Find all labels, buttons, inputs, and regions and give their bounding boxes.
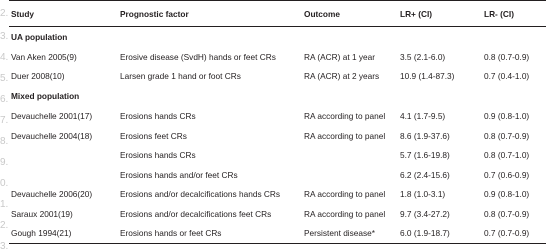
cell-outcome bbox=[302, 146, 398, 166]
cell-lr-positive: 9.7 (3.4-27.2) bbox=[400, 208, 450, 219]
cell-lr-negative: 0.7 (0.4-1.0) bbox=[484, 71, 530, 82]
cell-factor: Erosions hands CRs bbox=[120, 150, 196, 161]
cell-lr-negative: 0.7 (0.6-0.9) bbox=[484, 169, 530, 180]
header-outcome: Outcome bbox=[302, 1, 398, 27]
line-number: 5. bbox=[0, 73, 9, 84]
cell-lr-negative: 0.8 (0.7-1.0) bbox=[484, 150, 530, 161]
cell-study: Devauchelle 2004(18) bbox=[11, 130, 93, 141]
table-row bbox=[9, 165, 546, 185]
cell-lr-positive: 3.5 (2.1-6.0) bbox=[400, 51, 446, 62]
table-body bbox=[9, 27, 546, 244]
cell-study: Devauchelle 2006(20) bbox=[11, 189, 93, 200]
cell-factor: Erosions hands CRs bbox=[120, 111, 196, 122]
cell-lr-positive: 8.6 (1.9-37.6) bbox=[400, 130, 450, 141]
header-lr-positive: LR+ (CI) bbox=[398, 1, 482, 27]
cell-outcome: Persistent disease* bbox=[304, 228, 376, 238]
cell-study: Devauchelle 2001(17) bbox=[11, 111, 93, 122]
line-number: 2. bbox=[0, 8, 9, 19]
cell-study: Gough 1994(21) bbox=[11, 228, 72, 238]
table-row bbox=[9, 126, 546, 146]
cell-lr-positive: 4.1 (1.7-9.5) bbox=[400, 111, 446, 122]
cell-lr-positive: 6.0 (1.9-18.7) bbox=[400, 228, 450, 238]
cell-lr-positive: 1.8 (1.0-3.1) bbox=[400, 189, 446, 200]
table-row bbox=[9, 224, 546, 244]
cell-factor: Erosive disease (SvdH) hands or feet CRs bbox=[120, 51, 276, 62]
cell-lr-negative: 0.7 (0.7-0.9) bbox=[484, 228, 530, 238]
section-row bbox=[9, 86, 546, 107]
cell-factor: Erosions feet CRs bbox=[120, 130, 187, 141]
section-label: UA population bbox=[11, 32, 68, 42]
cell-lr-positive: 10.9 (1.4-87.3) bbox=[400, 71, 455, 82]
section-label: Mixed population bbox=[11, 91, 80, 102]
cell-study: Duer 2008(10) bbox=[11, 71, 65, 82]
table-row bbox=[9, 185, 546, 205]
cell-study bbox=[9, 146, 118, 166]
cell-study bbox=[9, 165, 118, 185]
cell-factor: Larsen grade 1 hand or foot CRs bbox=[120, 71, 241, 82]
cell-outcome: RA according to panel bbox=[304, 111, 386, 122]
line-number: 6. bbox=[0, 94, 9, 105]
cell-lr-negative: 0.8 (0.7-0.9) bbox=[484, 208, 530, 219]
line-number: 2. bbox=[0, 220, 9, 231]
cell-outcome: RA according to panel bbox=[304, 130, 386, 141]
cell-lr-positive: 6.2 (2.4-15.6) bbox=[400, 169, 450, 180]
table-row bbox=[9, 204, 546, 224]
cell-study: Saraux 2001(19) bbox=[11, 208, 73, 219]
line-number: 4. bbox=[0, 52, 9, 63]
line-number: 3. bbox=[0, 31, 9, 42]
line-number: 8. bbox=[0, 136, 9, 147]
cell-lr-positive: 5.7 (1.6-19.8) bbox=[400, 150, 450, 161]
header-factor: Prognostic factor bbox=[118, 1, 302, 27]
cell-outcome bbox=[302, 165, 398, 185]
cell-study: Van Aken 2005(9) bbox=[11, 51, 77, 62]
cell-lr-negative: 0.9 (0.8-1.0) bbox=[484, 111, 530, 122]
table-row bbox=[9, 107, 546, 127]
cell-outcome: RA (ACR) at 1 year bbox=[304, 51, 376, 62]
cell-factor: Erosions hands or feet CRs bbox=[120, 228, 222, 238]
cell-factor: Erosions and/or decalcifications hands CRs bbox=[120, 189, 281, 200]
header-row bbox=[9, 1, 546, 27]
line-number: 3. bbox=[0, 241, 9, 252]
header-lr-negative: LR- (CI) bbox=[482, 1, 546, 27]
cell-outcome: RA (ACR) at 2 years bbox=[304, 71, 380, 82]
line-number: 1. bbox=[0, 199, 9, 210]
section-row bbox=[9, 27, 546, 48]
table-row bbox=[9, 67, 546, 87]
header-study: Study bbox=[9, 1, 118, 27]
cell-lr-negative: 0.8 (0.7-0.9) bbox=[484, 130, 530, 141]
cell-factor: Erosions and/or decalcifications feet CRs bbox=[120, 208, 272, 219]
line-number: 7. bbox=[0, 115, 9, 126]
table-row bbox=[9, 146, 546, 166]
cell-outcome: RA according to panel bbox=[304, 189, 386, 200]
diagnostic-accuracy-table bbox=[9, 0, 546, 244]
table-row bbox=[9, 47, 546, 67]
cell-lr-negative: 0.8 (0.7-0.9) bbox=[484, 51, 530, 62]
cell-lr-negative: 0.9 (0.8-1.0) bbox=[484, 189, 530, 200]
cell-outcome: RA according to panel bbox=[304, 208, 386, 219]
cell-factor: Erosions hands and/or feet CRs bbox=[120, 169, 238, 180]
line-number: 0. bbox=[0, 178, 9, 189]
line-number: 9. bbox=[0, 157, 9, 168]
